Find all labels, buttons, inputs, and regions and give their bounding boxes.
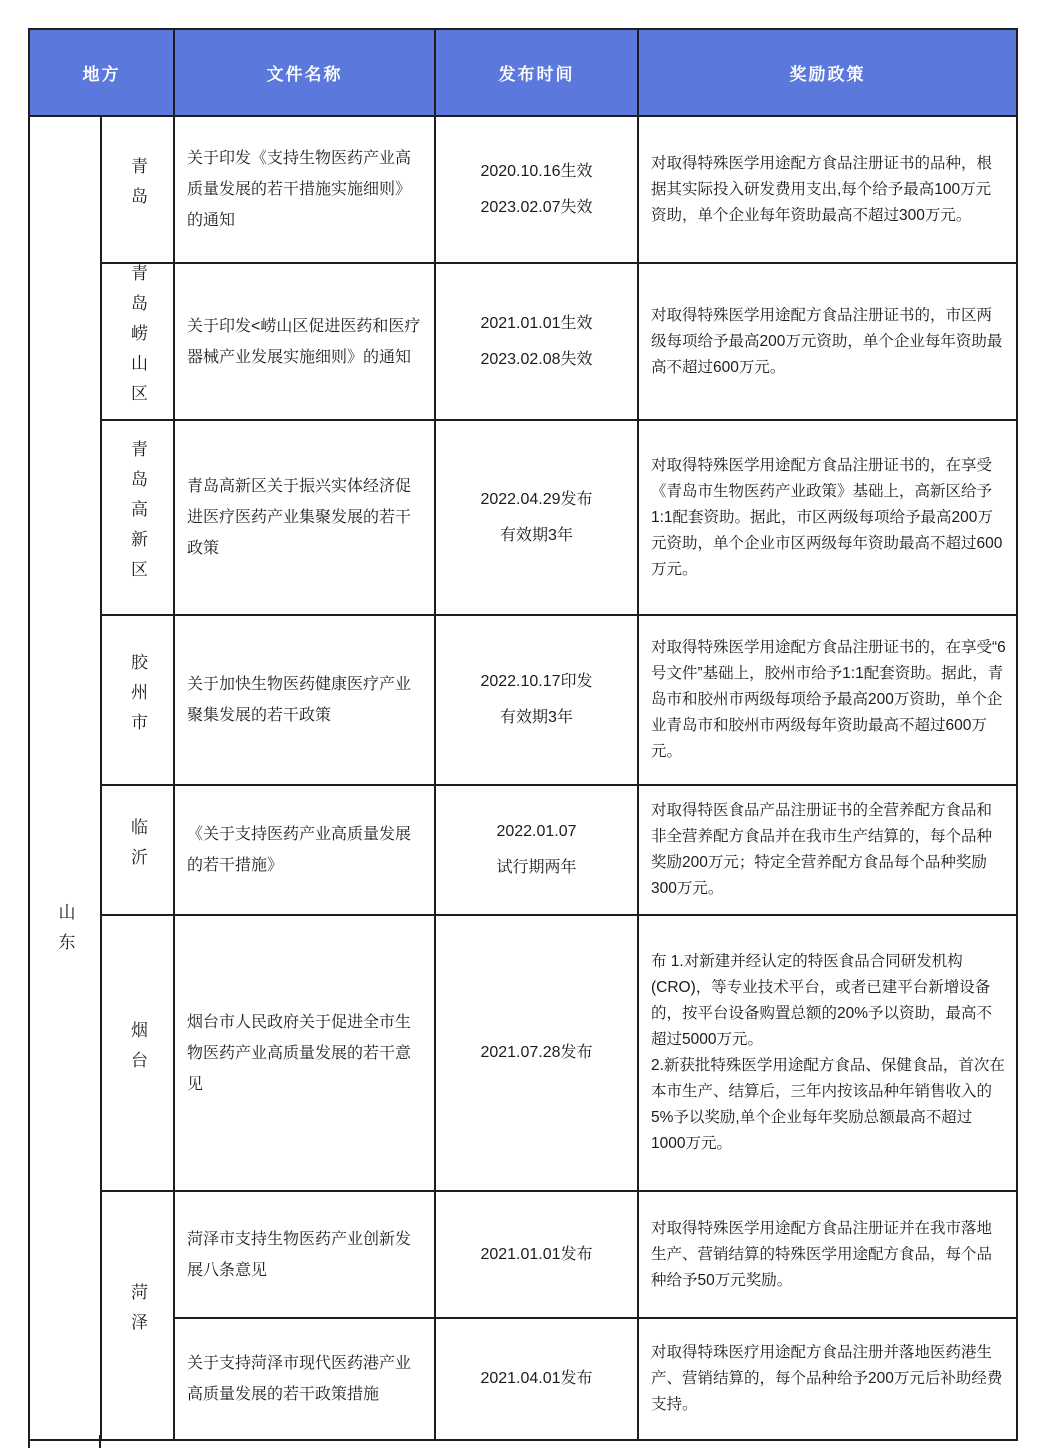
table-border-continuation-left	[28, 1435, 30, 1448]
cell-doc-name	[174, 116, 435, 263]
table-row	[29, 1318, 1017, 1440]
table-row	[29, 915, 1017, 1191]
policy-text: 对取得特殊医学用途配方食品注册证并在我市落地生产、营销结算的特殊医学用途配方食品，每个品种给予50万元奖励。	[651, 1219, 993, 1289]
doc-name-text: 关于印发<崂山区促进医药和医疗器械产业发展实施细则》的通知	[187, 317, 421, 366]
cell-doc-name	[174, 1318, 435, 1440]
cell-publish-date	[435, 263, 638, 420]
policy-text: 对取得特殊医学用途配方食品注册证书的，在享受“6号文件”基础上，胶州市给予1:1配套资助。据此，青岛市和胶州市两级每项给予最高200万资助，单个企业青岛市和胶州市两级每年资助最高不超过600万元。	[651, 639, 1006, 760]
cell-doc-name	[174, 615, 435, 785]
cell-publish-date	[435, 1191, 638, 1318]
cell-city	[101, 615, 174, 785]
cell-doc-name	[174, 263, 435, 420]
cell-doc-name	[174, 1191, 435, 1318]
cell-reward-policy	[638, 263, 1017, 420]
column-header-reward-policy: 奖励政策	[638, 29, 1017, 116]
policy-text: 2.新获批特殊医学用途配方食品、保健食品，首次在本市生产、结算后，三年内按该品种年销售收入的5%予以奖励,单个企业每年奖励总额最高不超过1000万元。	[651, 1057, 1005, 1152]
policy-text: 对取得特珠医疗用途配方食品注册并落地医药港生产、营销结算的，每个品种给予200万元后补助经费支持。	[651, 1344, 1003, 1413]
cell-doc-name	[174, 420, 435, 615]
cell-publish-date	[435, 116, 638, 263]
city-label: 青岛高新区	[128, 440, 147, 590]
date-line: 试行期两年	[496, 859, 577, 876]
table-row	[29, 615, 1017, 785]
policy-text: 对取得特医食品产品注册证书的全营养配方食品和非全营养配方食品并在我市生产结算的，每个品种奖励200万元；特定全营养配方食品每个品种奖励300万元。	[651, 802, 993, 897]
date-line: 2023.02.07失效	[480, 198, 593, 216]
doc-name-text: 青岛高新区关于振兴实体经济促进医疗医药产业集聚发展的若干政策	[187, 478, 412, 557]
cell-publish-date	[435, 785, 638, 915]
date-line: 2021.07.28发布	[480, 1044, 593, 1061]
table-border-continuation-divider	[99, 1435, 101, 1448]
cell-province	[29, 116, 101, 1440]
table-row	[29, 263, 1017, 420]
table-row	[29, 785, 1017, 915]
date-line: 2022.10.17印发	[480, 673, 593, 690]
policy-text: 对取得特殊医学用途配方食品注册证书的，市区两级每项给予最高200万元资助，单个企业每年资助最高不超过600万元。	[651, 306, 1003, 376]
date-line: 2020.10.16生效	[480, 162, 593, 180]
cell-city	[101, 915, 174, 1191]
doc-name-text: 《关于支持医药产业高质量发展的若干措施》	[187, 826, 412, 874]
city-label: 青岛崂山区	[128, 264, 147, 414]
city-label: 菏泽	[128, 1283, 147, 1343]
policy-text: 布 1.对新建并经认定的特医食品合同研发机构 (CRO)，等专业技术平台，或者已建平台新增设备的，按平台设备购置总额的20%予以资助，最高不超过5000万元。	[651, 953, 993, 1048]
column-header-publish-date: 发布时间	[435, 29, 638, 116]
date-line: 有效期3年	[500, 526, 573, 544]
date-line: 2022.01.07	[496, 823, 577, 840]
city-label: 临沂	[128, 817, 147, 878]
table-row	[29, 1191, 1017, 1318]
cell-publish-date	[435, 915, 638, 1191]
column-header-doc-name: 文件名称	[174, 29, 435, 116]
cell-city	[101, 420, 174, 615]
doc-name-text: 关于加快生物医药健康医疗产业聚集发展的若干政策	[187, 676, 412, 724]
province-label: 山东	[55, 903, 75, 963]
cell-reward-policy	[638, 116, 1017, 263]
doc-name-text: 菏泽市支持生物医药产业创新发展八条意见	[187, 1230, 412, 1279]
cell-city	[101, 785, 174, 915]
policy-text: 对取得特殊医学用途配方食品注册证书的品种，根据其实际投入研发费用支出,每个给予最高100万元资助，单个企业每年资助最高不超过300万元。	[651, 154, 993, 224]
table-row	[29, 420, 1017, 615]
cell-publish-date	[435, 1318, 638, 1440]
cell-city	[101, 116, 174, 263]
date-line: 2021.04.01发布	[480, 1370, 593, 1387]
cell-city	[101, 263, 174, 420]
cell-doc-name	[174, 785, 435, 915]
cell-reward-policy	[638, 915, 1017, 1191]
date-line: 2021.01.01生效	[480, 314, 593, 332]
column-header-region: 地方	[29, 29, 174, 116]
cell-reward-policy	[638, 1318, 1017, 1440]
doc-name-text: 烟台市人民政府关于促进全市生物医药产业高质量发展的若干意见	[187, 1013, 412, 1093]
cell-reward-policy	[638, 420, 1017, 615]
table-header-row	[29, 29, 1017, 116]
date-line: 2023.02.08失效	[480, 350, 593, 368]
doc-name-text: 关于支持菏泽市现代医药港产业高质量发展的若干政策措施	[187, 1355, 412, 1403]
table-row	[29, 116, 1017, 263]
city-label: 青岛	[128, 157, 147, 217]
date-line: 2021.01.01发布	[480, 1245, 593, 1263]
date-line: 2022.04.29发布	[480, 490, 593, 508]
cell-reward-policy	[638, 1191, 1017, 1318]
policy-text: 对取得特殊医学用途配方食品注册证书的，在享受《青岛市生物医药产业政策》基础上，高新区给予1:1配套资助。据此，市区两级每项给予最高200万元资助，单个企业市区两级每年资助最高不超过600万元。	[651, 456, 1003, 578]
cell-reward-policy	[638, 785, 1017, 915]
cell-publish-date	[435, 420, 638, 615]
doc-name-text: 关于印发《支持生物医药产业高质量发展的若干措施实施细则》的通知	[187, 150, 412, 229]
cell-publish-date	[435, 615, 638, 785]
cell-city	[101, 1191, 174, 1440]
city-label: 烟台	[128, 1020, 147, 1081]
date-line: 有效期3年	[500, 709, 573, 726]
city-label: 胶州市	[128, 652, 147, 743]
policy-table	[28, 28, 1018, 1441]
cell-reward-policy	[638, 615, 1017, 785]
cell-doc-name	[174, 915, 435, 1191]
